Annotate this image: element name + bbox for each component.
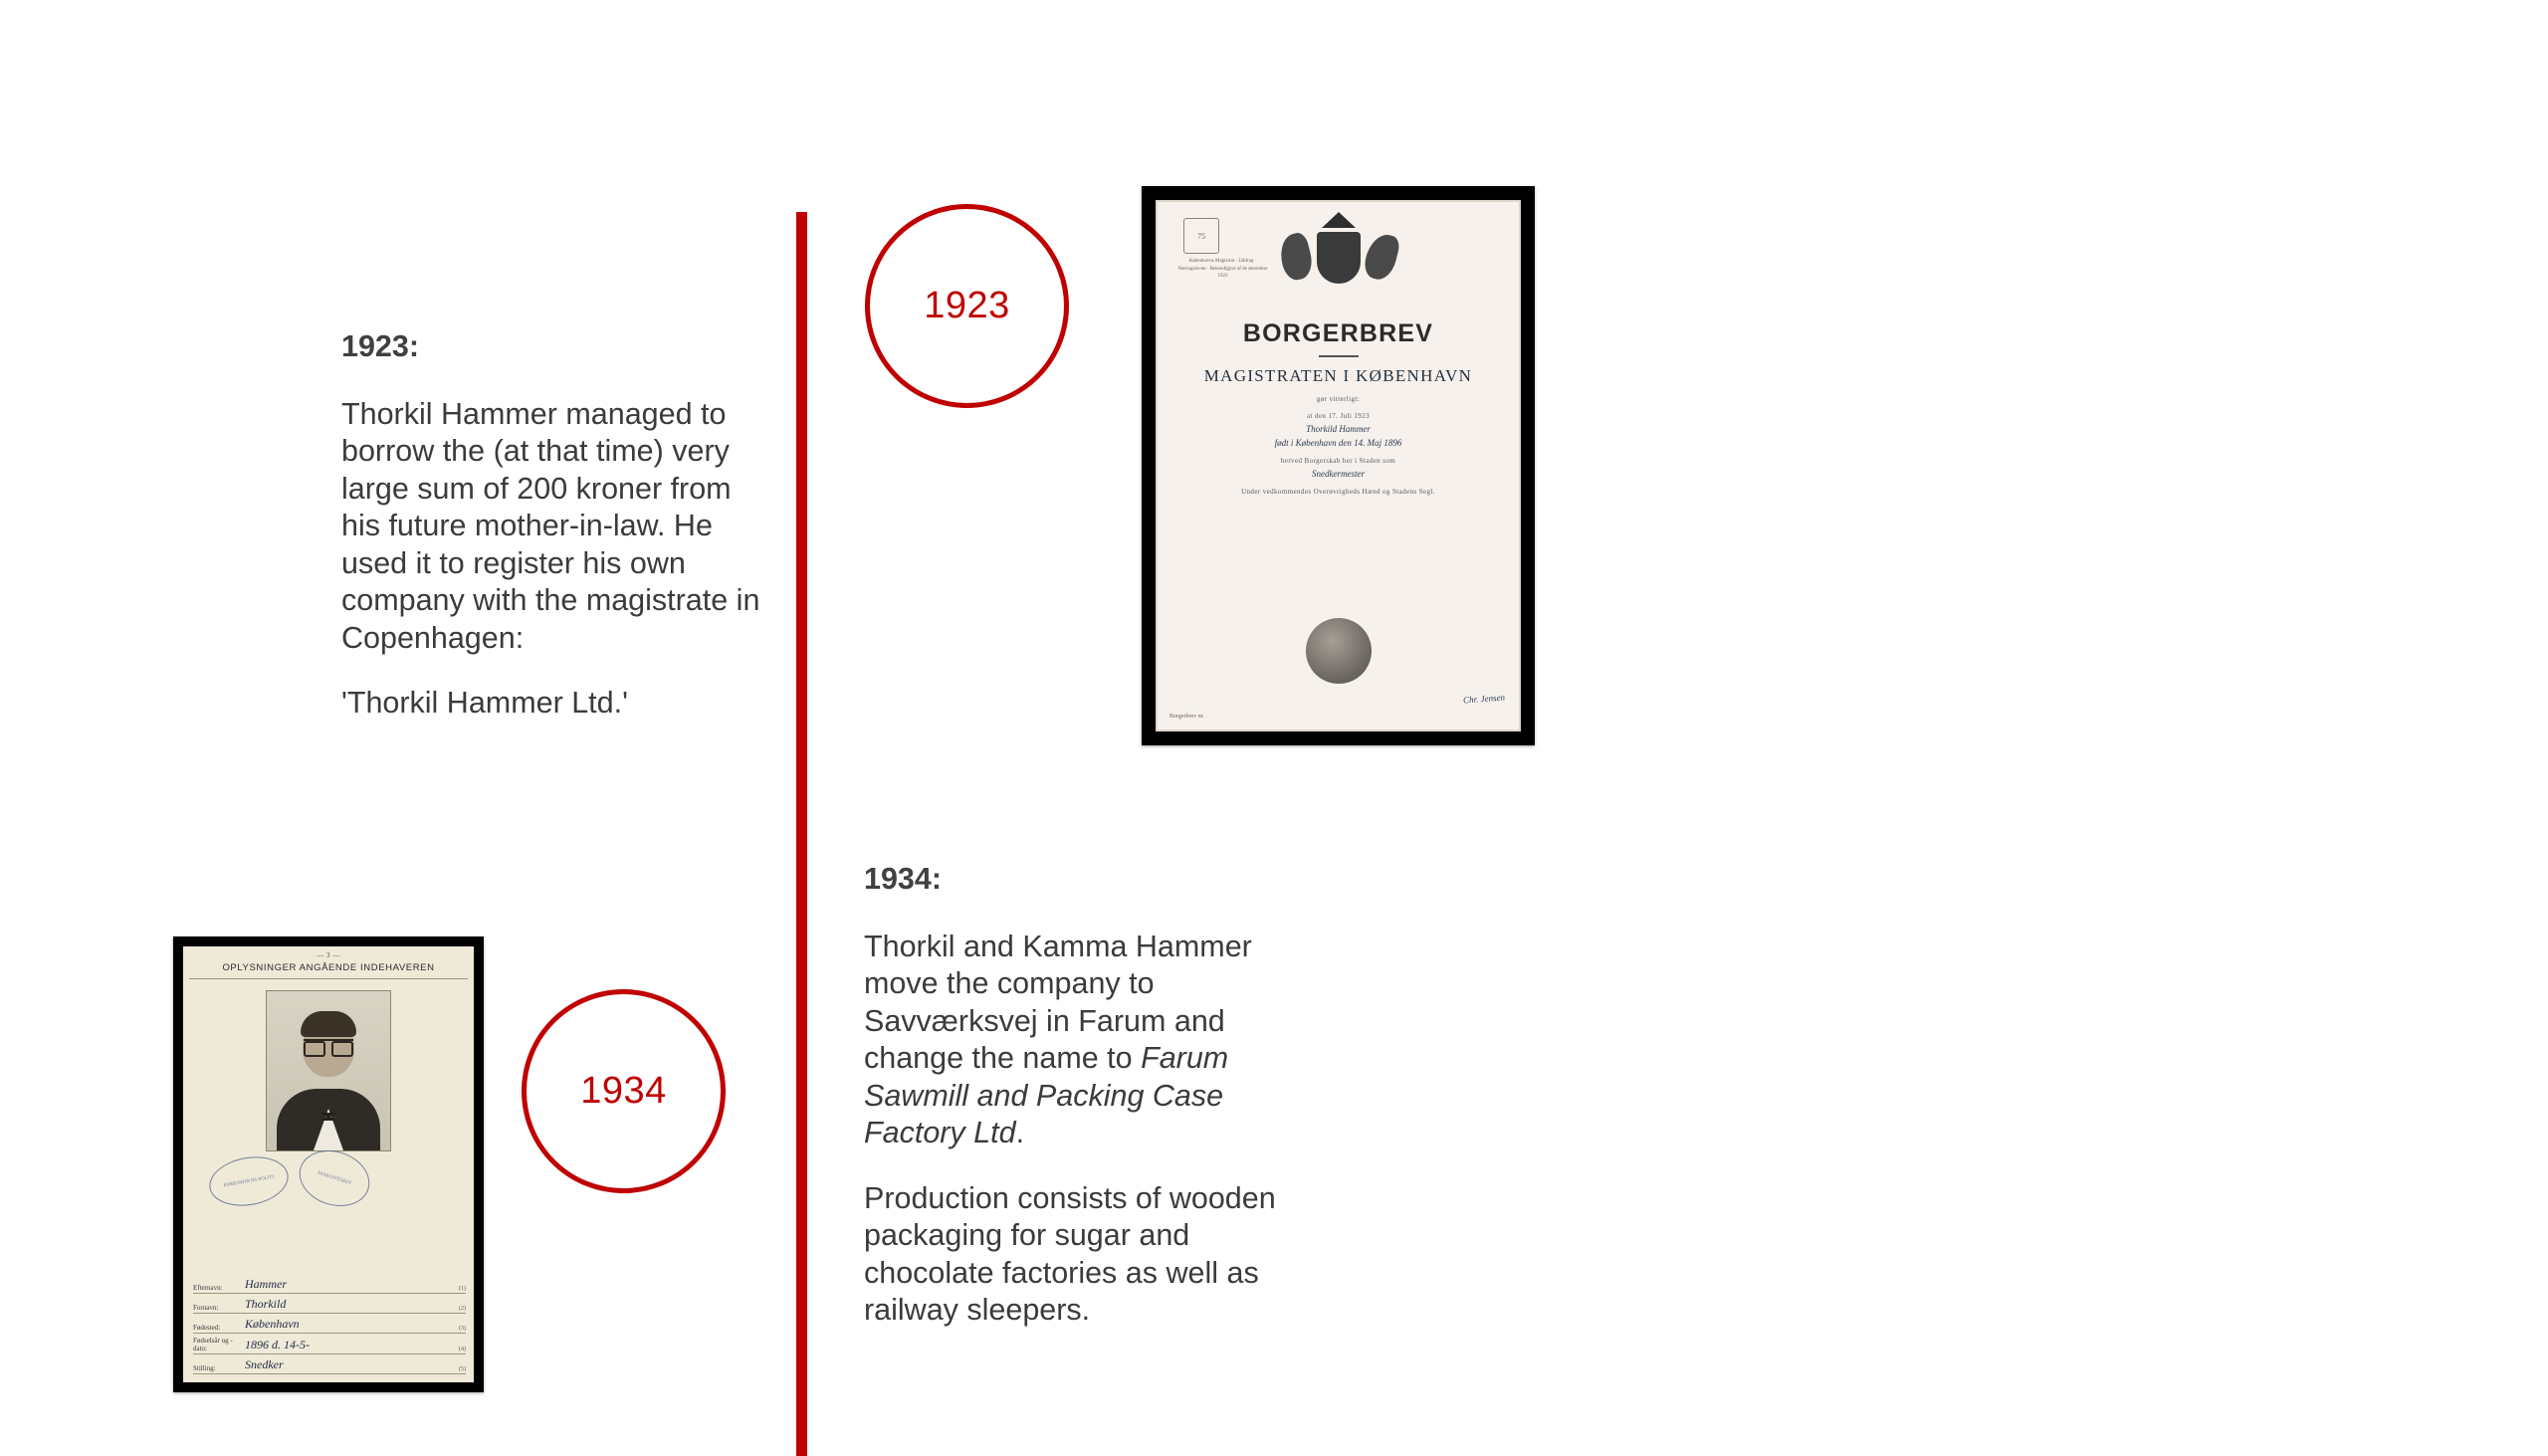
timeline-year-bubble-1923 — [865, 204, 1069, 408]
certificate-image — [1156, 200, 1521, 731]
certificate-signature: Chr. Jensen — [1462, 692, 1506, 706]
official-stamp-icon-1: KØBENHAVNS POLITI — [205, 1150, 292, 1211]
certificate-stamp: 75 — [1183, 218, 1219, 254]
passport-portrait-photo — [266, 990, 391, 1151]
passport-field-number: (2) — [459, 1306, 466, 1312]
entry-1923-heading: 1923: — [341, 329, 420, 363]
passport-image-frame — [173, 936, 484, 1392]
passport-field-label: Fødested: — [193, 1324, 221, 1332]
timeline-year-label: 1923 — [924, 285, 1010, 326]
certificate-footnote: Borgerbrev nr. — [1169, 714, 1204, 720]
passport-image — [183, 946, 474, 1382]
passport-field-row — [193, 1294, 466, 1314]
entry-1923-paragraph-2: 'Thorkil Hammer Ltd.' — [341, 686, 628, 720]
certificate-microtext: Københavns Magistrat · Uddrag · Næringsloven · Bekendtgjort af de december 1923 — [1177, 259, 1268, 279]
entry-1923-paragraph-1: Thorkil Hammer managed to borrow the (at that time) very large sum of 200 kroner from his future mother-in-law. He used it to register his own company with the magistrate in Copenhagen: — [341, 396, 760, 655]
entry-1934-heading: 1934: — [864, 862, 943, 896]
passport-field-row — [193, 1314, 466, 1334]
passport-field-number: (4) — [459, 1347, 466, 1352]
timeline-year-label: 1934 — [580, 1070, 667, 1112]
certificate-handwriting-3: Snedkermester — [1312, 469, 1365, 479]
passport-seals — [201, 1145, 390, 1215]
certificate-title: BORGERBREV — [1242, 319, 1434, 347]
passport-fields — [193, 1274, 466, 1374]
certificate-image-frame — [1142, 186, 1535, 745]
passport-field-value: Hammer — [245, 1277, 287, 1291]
entry-1923-text — [341, 328, 764, 723]
passport-field-row — [193, 1354, 466, 1374]
certificate-line-1: gør vitterligt: — [1316, 395, 1361, 403]
passport-field-value: København — [245, 1317, 300, 1331]
coat-of-arms-icon — [1279, 212, 1398, 308]
certificate-line-3: herved Borgerskab her i Staden som — [1280, 457, 1396, 465]
passport-field-number: (1) — [459, 1286, 466, 1292]
entry-1934-part-2: . — [1015, 1116, 1025, 1149]
passport-field-label: Fornavn: — [193, 1304, 219, 1312]
passport-field-value: Thorkild — [245, 1297, 287, 1311]
passport-field-label: Fødselsår og -dato: — [193, 1337, 233, 1352]
entry-1934-part-1: Thorkil and Kamma Hammer move the company to Savværksvej in Farum and change the name to — [864, 929, 1252, 1075]
passport-header: OPLYSNINGER ANGÅENDE INDEHAVEREN — [189, 959, 468, 979]
entry-1934-paragraph-2: Production consists of wooden packaging for sugar and chocolate factories as well as railway sleepers. — [864, 1180, 1276, 1327]
passport-field-number: (3) — [459, 1326, 466, 1332]
official-stamp-icon-2: PASKONTORET — [292, 1142, 376, 1215]
glasses-icon — [304, 1039, 353, 1054]
wax-seal-icon — [1306, 618, 1372, 684]
certificate-handwriting-2: født i København den 14. Maj 1896 — [1274, 438, 1402, 448]
certificate-line-2: at den 17. Juli 1923 — [1306, 412, 1371, 420]
passport-field-row — [193, 1274, 466, 1294]
entry-1934-paragraph-1 — [864, 929, 1322, 1152]
passport-field-label: Stilling: — [193, 1364, 216, 1372]
passport-field-label: Efternavn: — [193, 1284, 223, 1292]
passport-field-row — [193, 1334, 466, 1354]
timeline-year-bubble-1934 — [522, 989, 726, 1193]
timeline-rail — [796, 212, 807, 1456]
certificate-subtitle: MAGISTRATEN I KØBENHAVN — [1203, 366, 1473, 385]
passport-field-number: (5) — [459, 1366, 466, 1372]
certificate-handwriting-1: Thorkild Hammer — [1306, 424, 1371, 434]
passport-field-value: 1896 d. 14-5- — [245, 1338, 310, 1352]
certificate-lower-area — [1158, 496, 1519, 729]
passport-page-marker: — 3 — — [317, 951, 340, 959]
entry-1934-emphasis: Farum Sawmill and Packing Case Factory Ltd — [864, 1041, 1229, 1149]
passport-field-value: Snedker — [245, 1357, 284, 1371]
certificate-line-4: Under vedkommendes Overøvrigheds Hænd og Stadens Segl. — [1241, 488, 1435, 496]
certificate-divider — [1319, 355, 1359, 357]
entry-1934-text — [864, 861, 1322, 1330]
